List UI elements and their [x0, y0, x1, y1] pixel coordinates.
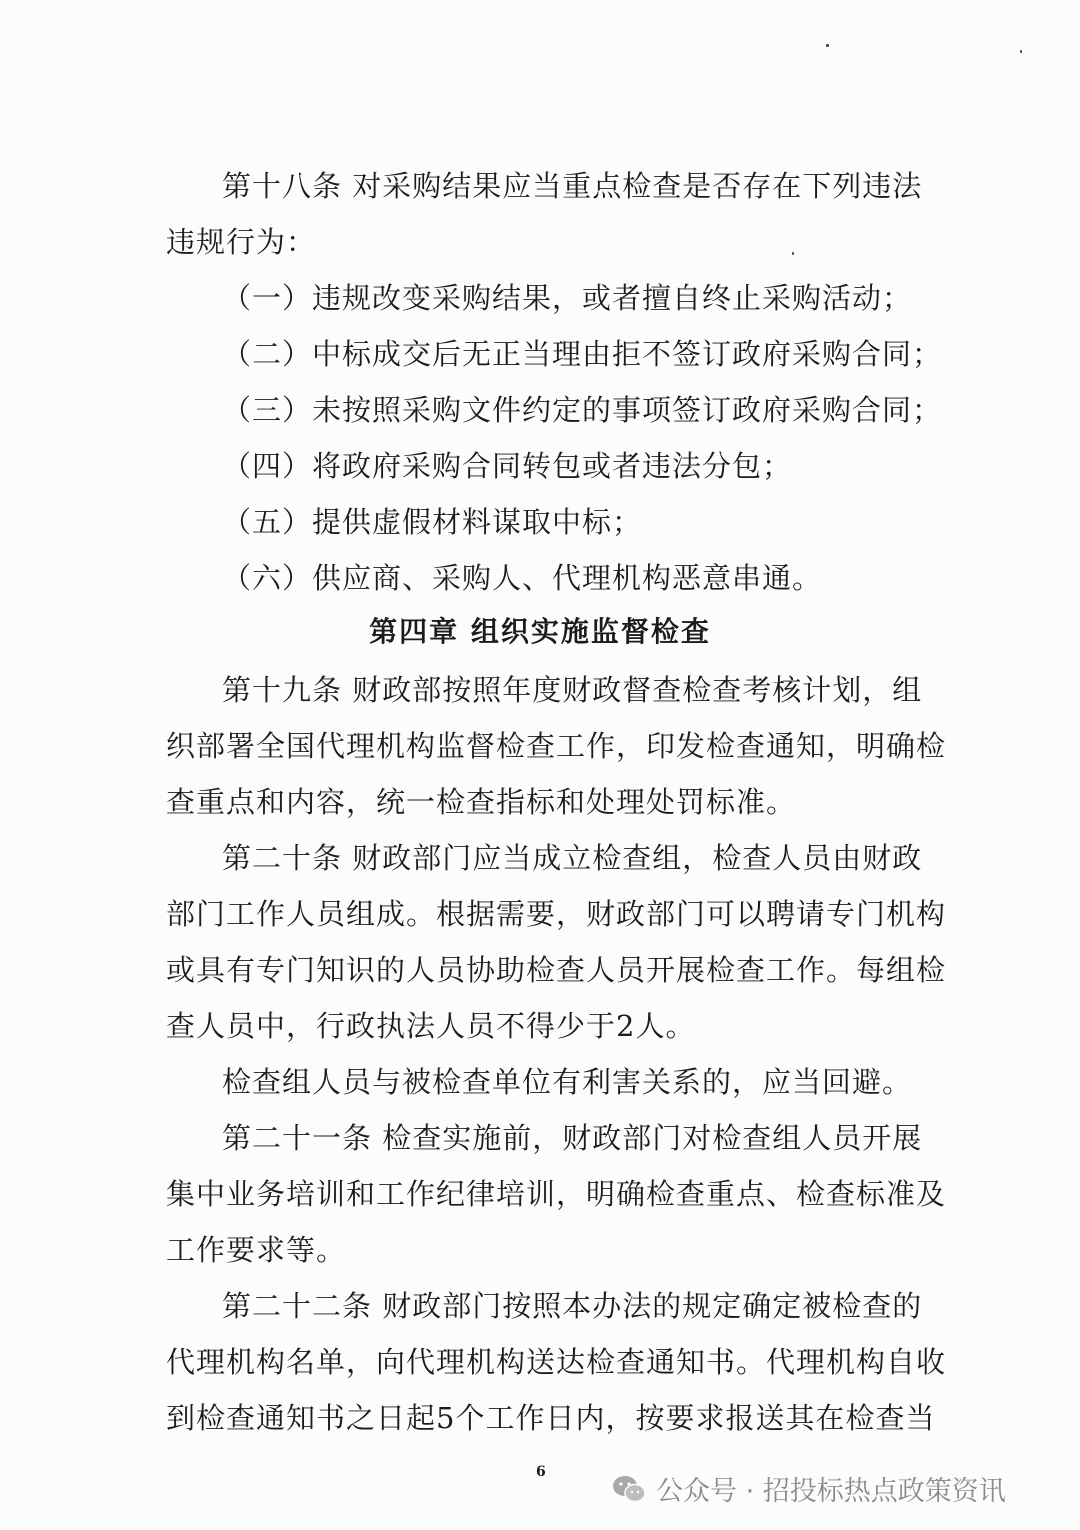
article-18-item-2: （二）中标成交后无正当理由拒不签订政府采购合同；	[222, 337, 943, 371]
article-20-line-5: 检查组人员与被检查单位有利害关系的，应当回避。	[222, 1065, 913, 1099]
article-20-line-3: 或具有专门知识的人员协助检查人员开展检查工作。每组检	[166, 953, 947, 987]
wechat-icon	[612, 1474, 646, 1504]
scan-speck	[792, 252, 794, 255]
article-20-line-1: 第二十条 财政部门应当成立检查组，检查人员由财政	[222, 841, 923, 875]
article-21-line-2: 集中业务培训和工作纪律培训，明确检查重点、检查标准及	[166, 1177, 947, 1211]
article-18-item-3: （三）未按照采购文件约定的事项签订政府采购合同；	[222, 393, 943, 427]
watermark-text: 公众号 · 招投标热点政策资讯	[656, 1476, 1006, 1507]
wechat-watermark	[612, 1469, 1006, 1508]
scan-speck	[1020, 50, 1022, 53]
article-22-line-3: 到检查通知书之日起5个工作日内，按要求报送其在检查当	[166, 1401, 936, 1435]
article-22-line-1: 第二十二条 财政部门按照本办法的规定确定被检查的	[222, 1289, 923, 1323]
article-19-line-1: 第十九条 财政部按照年度财政督查检查考核计划，组	[222, 673, 923, 707]
article-20-line-4: 查人员中，行政执法人员不得少于2人。	[166, 1009, 696, 1043]
article-18-item-5: （五）提供虚假材料谋取中标；	[222, 505, 643, 539]
scan-speck	[826, 44, 829, 47]
article-18-item-1: （一）违规改变采购结果，或者擅自终止采购活动；	[222, 281, 913, 315]
article-18-line-1: 第十八条 对采购结果应当重点检查是否存在下列违法	[222, 169, 923, 203]
article-22-line-2: 代理机构名单，向代理机构送达检查通知书。代理机构自收	[166, 1345, 947, 1379]
chapter-heading: 第四章 组织实施监督检查	[369, 615, 711, 648]
page-number: 6	[536, 1464, 546, 1480]
article-18-item-6: （六）供应商、采购人、代理机构恶意串通。	[222, 561, 823, 595]
article-18-line-2: 违规行为：	[166, 225, 317, 259]
article-21-line-3: 工作要求等。	[166, 1233, 347, 1267]
article-20-line-2: 部门工作人员组成。根据需要，财政部门可以聘请专门机构	[166, 897, 947, 931]
article-18-item-4: （四）将政府采购合同转包或者违法分包；	[222, 449, 793, 483]
article-19-line-3: 查重点和内容，统一检查指标和处理处罚标准。	[166, 785, 797, 819]
article-21-line-1: 第二十一条 检查实施前，财政部门对检查组人员开展	[222, 1121, 923, 1155]
article-19-line-2: 织部署全国代理机构监督检查工作，印发检查通知，明确检	[166, 729, 947, 763]
